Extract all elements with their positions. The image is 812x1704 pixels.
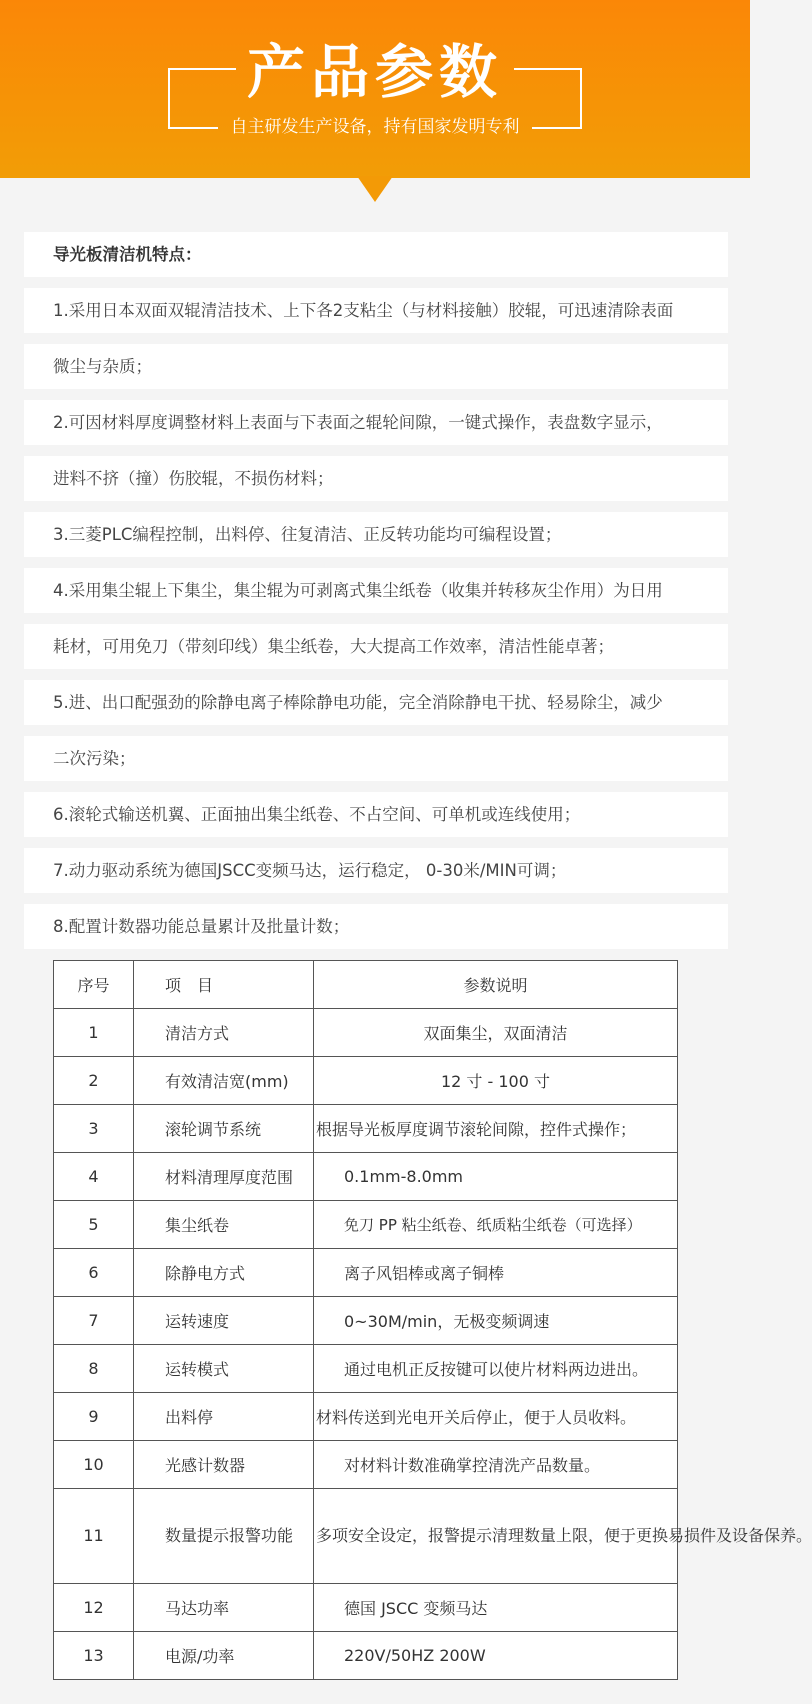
table-row [54,1201,678,1249]
feature-line: 1.采用日本双面双辊清洁技术、上下各2支粘尘（与材料接触）胶辊，可迅速清除表面 [24,288,728,333]
row-no: 3 [54,1105,134,1153]
row-value: 通过电机正反按键可以使片材料两边进出。 [314,1345,678,1393]
feature-line: 6.滚轮式输送机翼、正面抽出集尘纸卷、不占空间、可单机或连线使用； [24,792,728,837]
row-item: 马达功率 [134,1584,314,1632]
row-value: 免刀 PP 粘尘纸卷、纸质粘尘纸卷（可选择） [314,1201,678,1249]
row-item: 滚轮调节系统 [134,1105,314,1153]
feature-line: 8.配置计数器功能总量累计及批量计数； [24,904,728,949]
feature-line: 4.采用集尘辊上下集尘，集尘辊为可剥离式集尘纸卷（收集并转移灰尘作用）为日用 [24,568,728,613]
table-row [54,1105,678,1153]
feature-line: 2.可因材料厚度调整材料上表面与下表面之辊轮间隙，一键式操作，表盘数字显示， [24,400,728,445]
row-value: 双面集尘，双面清洁 [314,1009,678,1057]
row-no: 11 [54,1489,134,1584]
table-row [54,1489,678,1584]
row-no: 1 [54,1009,134,1057]
row-value: 德国 JSCC 变频马达 [314,1584,678,1632]
row-no: 4 [54,1153,134,1201]
table-row [54,1057,678,1105]
table-header-row [54,961,678,1009]
row-value: 0~30M/min，无极变频调速 [314,1297,678,1345]
banner-arrow [357,176,393,202]
row-item: 数量提示报警功能 [134,1489,314,1584]
header-item: 项 目 [134,961,314,1009]
spec-table [53,960,812,1680]
row-value: 12 寸 - 100 寸 [314,1057,678,1105]
row-value: 0.1mm-8.0mm [314,1153,678,1201]
row-item: 电源/功率 [134,1632,314,1680]
row-no: 10 [54,1441,134,1489]
row-no: 12 [54,1584,134,1632]
row-value: 多项安全设定，报警提示清理数量上限，便于更换易损件及设备保养。 [314,1489,678,1584]
row-item: 光感计数器 [134,1441,314,1489]
feature-line: 3.三菱PLC编程控制，出料停、往复清洁、正反转功能均可编程设置； [24,512,728,557]
table-row [54,1009,678,1057]
feature-line: 7.动力驱动系统为德国JSCC变频马达，运行稳定， 0-30米/MIN可调； [24,848,728,893]
feature-line: 二次污染； [24,736,728,781]
row-value: 220V/50HZ 200W [314,1632,678,1680]
row-item: 运转速度 [134,1297,314,1345]
table-row [54,1393,678,1441]
table-row [54,1632,678,1680]
table-row [54,1297,678,1345]
row-item: 材料清理厚度范围 [134,1153,314,1201]
table-row [54,1153,678,1201]
header-no: 序号 [54,961,134,1009]
row-item: 有效清洁宽(mm) [134,1057,314,1105]
row-no: 7 [54,1297,134,1345]
row-item: 运转模式 [134,1345,314,1393]
table-row [54,1345,678,1393]
table-row [54,1584,678,1632]
page-title: 产品参数 [246,38,503,106]
row-no: 13 [54,1632,134,1680]
row-no: 2 [54,1057,134,1105]
row-value: 材料传送到光电开关后停止，便于人员收料。 [314,1393,678,1441]
row-no: 5 [54,1201,134,1249]
row-no: 9 [54,1393,134,1441]
page-subtitle: 自主研发生产设备，持有国家发明专利 [230,117,520,137]
feature-line: 5.进、出口配强劲的除静电离子棒除静电功能，完全消除静电干扰、轻易除尘，减少 [24,680,728,725]
row-value: 对材料计数准确掌控清洗产品数量。 [314,1441,678,1489]
row-no: 6 [54,1249,134,1297]
header-banner [0,0,750,178]
feature-line: 进料不挤（撞）伤胶辊，不损伤材料； [24,456,728,501]
row-item: 出料停 [134,1393,314,1441]
row-no: 8 [54,1345,134,1393]
row-value: 离子风铝棒或离子铜棒 [314,1249,678,1297]
row-item: 清洁方式 [134,1009,314,1057]
header-desc: 参数说明 [314,961,678,1009]
feature-line: 微尘与杂质； [24,344,728,389]
feature-line: 耗材，可用免刀（带刻印线）集尘纸卷，大大提高工作效率，清洁性能卓著； [24,624,728,669]
features-heading: 导光板清洁机特点： [24,232,728,277]
table-row [54,1441,678,1489]
row-item: 除静电方式 [134,1249,314,1297]
row-value: 根据导光板厚度调节滚轮间隙，控件式操作； [314,1105,678,1153]
table-row [54,1249,678,1297]
row-item: 集尘纸卷 [134,1201,314,1249]
